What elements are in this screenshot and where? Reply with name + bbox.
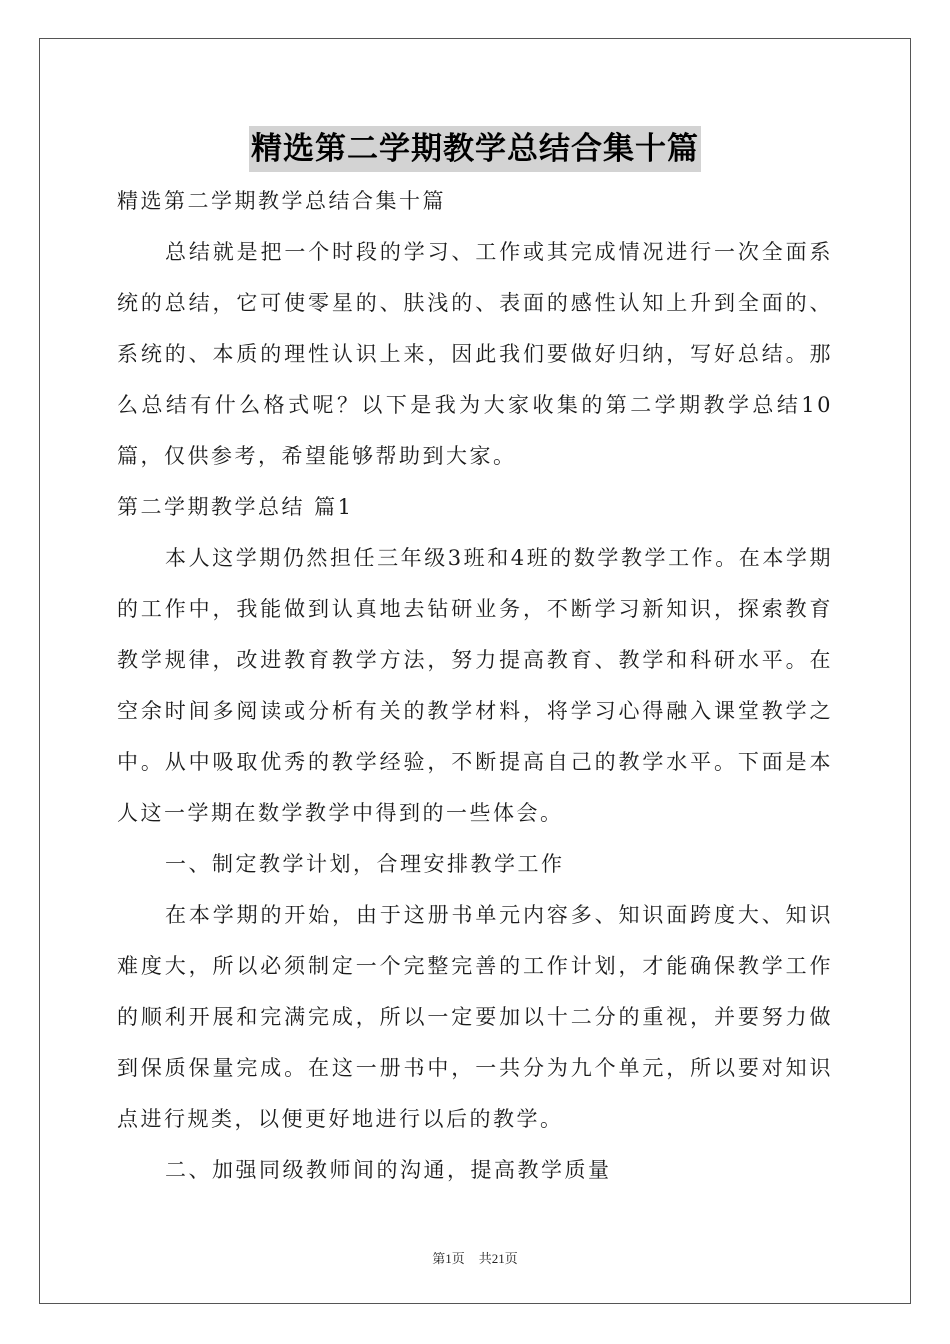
section-heading: 第二学期教学总结 篇1: [117, 495, 354, 519]
document-title-text: 精选第二学期教学总结合集十篇: [249, 126, 701, 172]
document-body: [117, 176, 833, 1196]
page-total: 共21页: [478, 1251, 518, 1266]
page-footer: [0, 1248, 950, 1267]
intro-paragraph: 总结就是把一个时段的学习、工作或其完成情况进行一次全面系统的总结，它可使零星的、肤浅的、表面的感性认知上升到全面的、系统的、本质的理性认识上来，因此我们要做好归纳，写好总结。那么总结有什么格式呢？以下是我为大家收集的第二学期教学总结10篇，仅供参考，希望能够帮助到大家。: [117, 240, 833, 468]
subheading-2: 二、加强同级教师间的沟通，提高教学质量: [165, 1158, 612, 1182]
body-paragraph: 在本学期的开始，由于这册书单元内容多、知识面跨度大、知识难度大，所以必须制定一个完整完善的工作计划，才能确保教学工作的顺利开展和完满完成，所以一定要加以十二分的重视，并要努力做到保质保量完成。在这一册书中，一共分为九个单元，所以要对知识点进行规类，以便更好地进行以后的教学。: [117, 903, 833, 1131]
body-paragraph: 本人这学期仍然担任三年级3班和4班的数学教学工作。在本学期的工作中，我能做到认真地去钻研业务，不断学习新知识，探索教育教学规律，改进教育教学方法，努力提高教育、教学和科研水平。在空余时间多阅读或分析有关的教学材料，将学习心得融入课堂教学之中。从中吸取优秀的教学经验，不断提高自己的教学水平。下面是本人这一学期在数学教学中得到的一些体会。: [117, 546, 833, 825]
subtitle-line: 精选第二学期教学总结合集十篇: [117, 189, 446, 213]
page-number: 第1页: [432, 1251, 465, 1266]
subheading-1: 一、制定教学计划，合理安排教学工作: [165, 852, 565, 876]
document-title: [0, 126, 950, 172]
